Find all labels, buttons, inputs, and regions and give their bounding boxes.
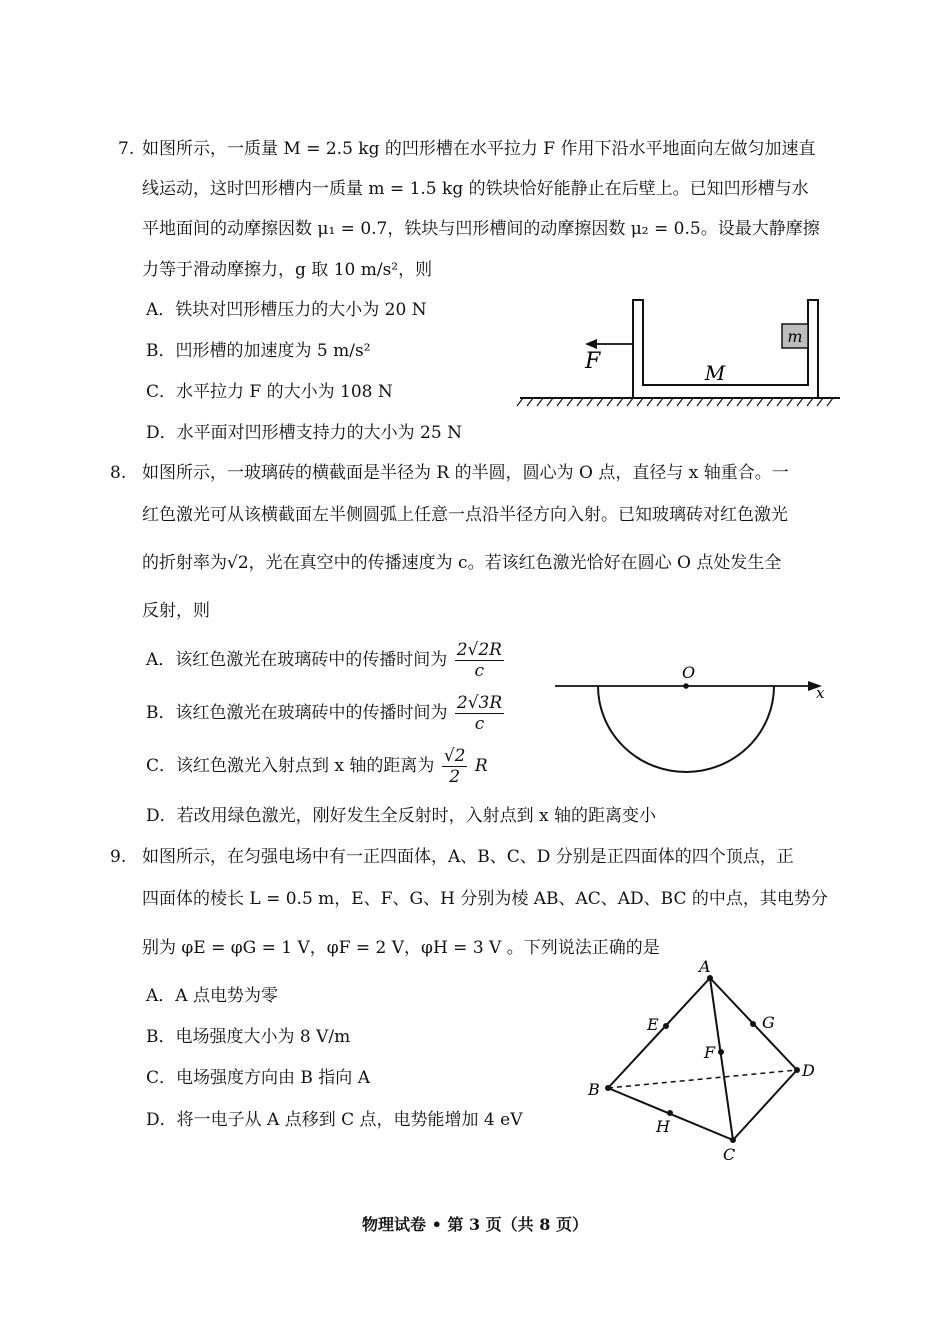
center-point	[683, 683, 689, 689]
q8-option-a-denominator: c	[474, 661, 485, 681]
block-label: m	[787, 327, 803, 346]
vertex-c	[730, 1137, 736, 1143]
edge-bd-hidden	[608, 1070, 797, 1088]
label-f: F	[704, 1043, 716, 1062]
label-c: C	[723, 1145, 736, 1164]
midpoint-e	[663, 1023, 669, 1029]
q8-option-a-fraction	[455, 640, 504, 681]
q7-figure	[515, 292, 845, 412]
q7-option-b: B．凹形槽的加速度为 5 m/s²	[146, 341, 371, 361]
midpoint-g	[750, 1021, 756, 1027]
q9-number: 9.	[110, 847, 127, 867]
q8-option-b-denominator: c	[474, 714, 485, 734]
q8-option-c-text: C．该红色激光入射点到 x 轴的距离为	[146, 756, 435, 776]
q7-line-3: 平地面间的动摩擦因数 μ₁ = 0.7，铁块与凹形槽间的动摩擦因数 μ₂ = 0.5。设最大静摩擦	[142, 219, 820, 239]
midpoint-h	[667, 1110, 673, 1116]
q8-line-1: 如图所示，一玻璃砖的横截面是半径为 R 的半圆，圆心为 O 点，直径与 x 轴重合。一	[142, 463, 789, 483]
q9-option-a: A．A 点电势为零	[146, 986, 278, 1006]
q7-line-1: 如图所示，一质量 M = 2.5 kg 的凹形槽在水平拉力 F 作用下沿水平地面向左做匀加速直	[142, 139, 816, 159]
q8-line-4: 反射，则	[142, 601, 210, 621]
x-axis-label: x	[816, 684, 825, 702]
q8-option-d: D．若改用绿色激光，刚好发生全反射时，入射点到 x 轴的距离变小	[146, 806, 657, 826]
q8-option-c	[146, 746, 488, 787]
label-h: H	[656, 1117, 670, 1136]
label-d: D	[802, 1061, 815, 1080]
q8-option-a	[146, 640, 506, 681]
q8-number: 8.	[110, 463, 127, 483]
q7-option-d: D．水平面对凹形槽支持力的大小为 25 N	[146, 423, 462, 443]
q8-option-a-numerator: 2√2R	[456, 640, 502, 660]
center-label: O	[682, 663, 696, 682]
q9-line-1: 如图所示，在匀强电场中有一正四面体，A、B、C、D 分别是正四面体的四个顶点，正	[142, 847, 794, 867]
q9-option-b: B．电场强度大小为 8 V/m	[146, 1027, 351, 1047]
q7-number: 7.	[118, 139, 135, 159]
vertex-d	[794, 1067, 800, 1073]
label-e: E	[647, 1015, 659, 1034]
label-g: G	[762, 1013, 775, 1032]
q8-figure	[550, 662, 840, 782]
q7-line-4: 力等于滑动摩擦力，g 取 10 m/s²，则	[142, 260, 433, 280]
label-b: B	[588, 1080, 600, 1099]
force-arrowhead	[585, 339, 597, 349]
midpoint-f	[718, 1049, 724, 1055]
q9-line-3: 别为 φE = φG = 1 V，φF = 2 V，φH = 3 V 。下列说法正确的是	[142, 938, 660, 958]
q9-line-2: 四面体的棱长 L = 0.5 m，E、F、G、H 分别为棱 AB、AC、AD、BC 的中点，其电势分	[142, 889, 828, 909]
q8-option-b-numerator: 2√3R	[456, 693, 503, 713]
q9-tetrahedron-figure	[580, 950, 830, 1165]
q8-line-2: 红色激光可从该横截面左半侧圆弧上任意一点沿半径方向入射。已知玻璃砖对红色激光	[142, 505, 788, 525]
q8-option-b-text: B．该红色激光在玻璃砖中的传播时间为	[146, 703, 448, 723]
semicircle-arc	[598, 686, 774, 772]
edge-ab	[608, 978, 710, 1088]
q7-option-a: A．铁块对凹形槽压力的大小为 20 N	[146, 300, 427, 320]
edge-cd	[733, 1070, 797, 1140]
q8-option-c-denominator: 2	[449, 767, 461, 787]
groove-label: M	[704, 361, 726, 385]
force-label: F	[585, 349, 601, 374]
ground-hatch	[517, 398, 833, 406]
q9-option-d: D．将一电子从 A 点移到 C 点，电势能增加 4 eV	[146, 1110, 523, 1130]
q8-option-c-tail: R	[474, 756, 488, 776]
q8-option-a-text: A．该红色激光在玻璃砖中的传播时间为	[146, 650, 448, 670]
q8-option-c-numerator: √2	[443, 746, 466, 766]
vertex-b	[605, 1085, 611, 1091]
q7-line-2: 线运动，这时凹形槽内一质量 m = 1.5 kg 的铁块恰好能静止在后壁上。已知凹形槽与水	[142, 179, 809, 199]
q7-option-c: C．水平拉力 F 的大小为 108 N	[146, 382, 393, 402]
label-a: A	[699, 957, 711, 976]
page-footer: 物理试卷 • 第 3 页（共 8 页）	[362, 1215, 588, 1234]
q9-option-c: C．电场强度方向由 B 指向 A	[146, 1068, 370, 1088]
q8-option-b-fraction	[455, 693, 504, 734]
q8-option-c-fraction	[442, 746, 468, 787]
q8-line-3: 的折射率为√2，光在真空中的传播速度为 c。若该红色激光恰好在圆心 O 点处发生全	[142, 553, 782, 573]
groove-body	[633, 300, 818, 398]
q8-option-b	[146, 693, 506, 734]
